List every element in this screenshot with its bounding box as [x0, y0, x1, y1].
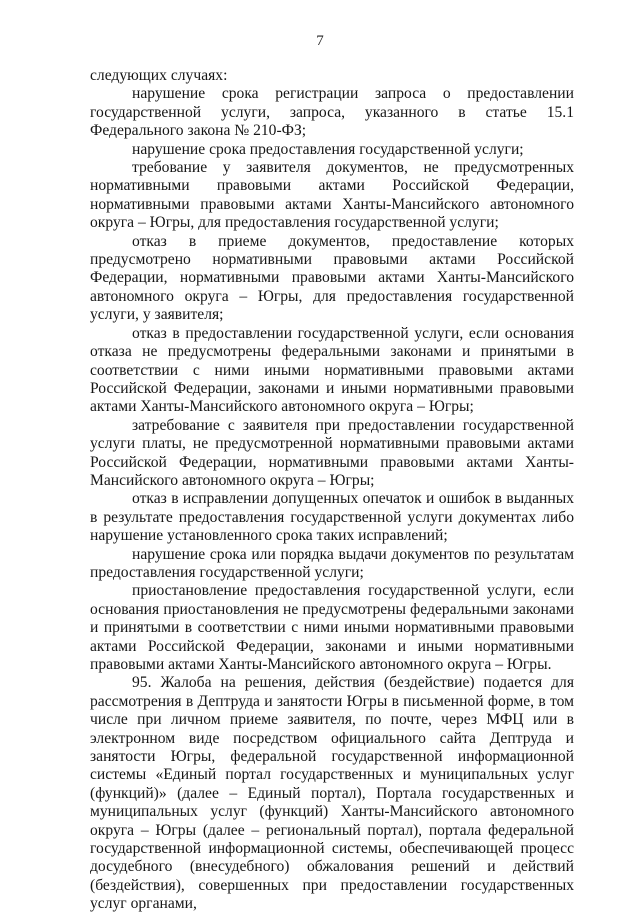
paragraph-registration-violation: нарушение срока регистрации запроса о предоставлении государственной услуги, запроса, указанного в статье 15.1 Федерального закона № 210-ФЗ;	[90, 85, 574, 140]
paragraph-acceptance-refusal: отказ в приеме документов, предоставление которых предусмотрено нормативными правовыми актами Российской Федерации, нормативными правовыми актами Ханты-Мансийского автономного округа – Югры, для предоставления государственной услуги, у заявителя;	[90, 232, 574, 324]
paragraph-suspension: приостановление предоставления государственной услуги, если основания приостановления не предусмотрены федеральными законами и принятыми в соответствии с ними иными нормативными правовыми актами Российской Федерации, законами и иными нормативными правовыми актами Ханты-Мансийского автономного округа – Югры.	[90, 582, 574, 673]
paragraph-fee-demand: затребование с заявителя при предоставлении государственной услуги платы, не предусмотренной нормативными правовыми актами Российской Федерации, нормативными правовыми актами Ханты-Мансийского автономного округа – Югры;	[90, 416, 574, 489]
paragraph-95-complaint: 95. Жалоба на решения, действия (бездействие) подается для рассмотрения в Дептруда и занятости Югры в письменной форме, в том числе при личном приеме заявителя, по почте, через МФЦ или в электронном виде посредством официального сайта Дептруда и занятости Югры, федеральной государственной информационной системы «Единый портал государственных и муниципальных услуг (функций)» (далее – Единый портал), Портала государственных и муниципальных услуг (функций) Ханты-Мансийского автономного округа – Югры (далее – региональный портал), портала федеральной государственной информационной системы, обеспечивающей процесс досудебного (внесудебного) обжалования решений и действий (бездействия), совершенных при предоставлении государственных услуг органами,	[90, 674, 574, 913]
paragraph-issuance-violation: нарушение срока или порядка выдачи документов по результатам предоставления государственной услуги;	[90, 545, 574, 581]
paragraph-correction-refusal: отказ в исправлении допущенных опечаток и ошибок в выданных в результате предоставления государственной услуги документах либо нарушение установленного срока таких исправлений;	[90, 490, 574, 545]
paragraph-documents-requirement: требование у заявителя документов, не предусмотренных нормативными правовыми актами Российской Федерации, нормативными правовыми актами Ханты-Мансийского автономного округа – Югры, для предоставления государственной услуги;	[90, 159, 574, 232]
paragraph-term-violation: нарушение срока предоставления государственной услуги;	[132, 140, 524, 158]
paragraph-service-refusal: отказ в предоставлении государственной услуги, если основания отказа не предусмотрены федеральными законами и принятыми в соответствии с ними иными нормативными правовыми актами Российской Федерации, законами и иными нормативными правовыми актами Ханты-Мансийского автономного округа – Югры;	[90, 324, 574, 416]
page-number: 7	[316, 33, 324, 49]
paragraph-intro: следующих случаях:	[90, 67, 228, 84]
document-body	[90, 67, 574, 914]
